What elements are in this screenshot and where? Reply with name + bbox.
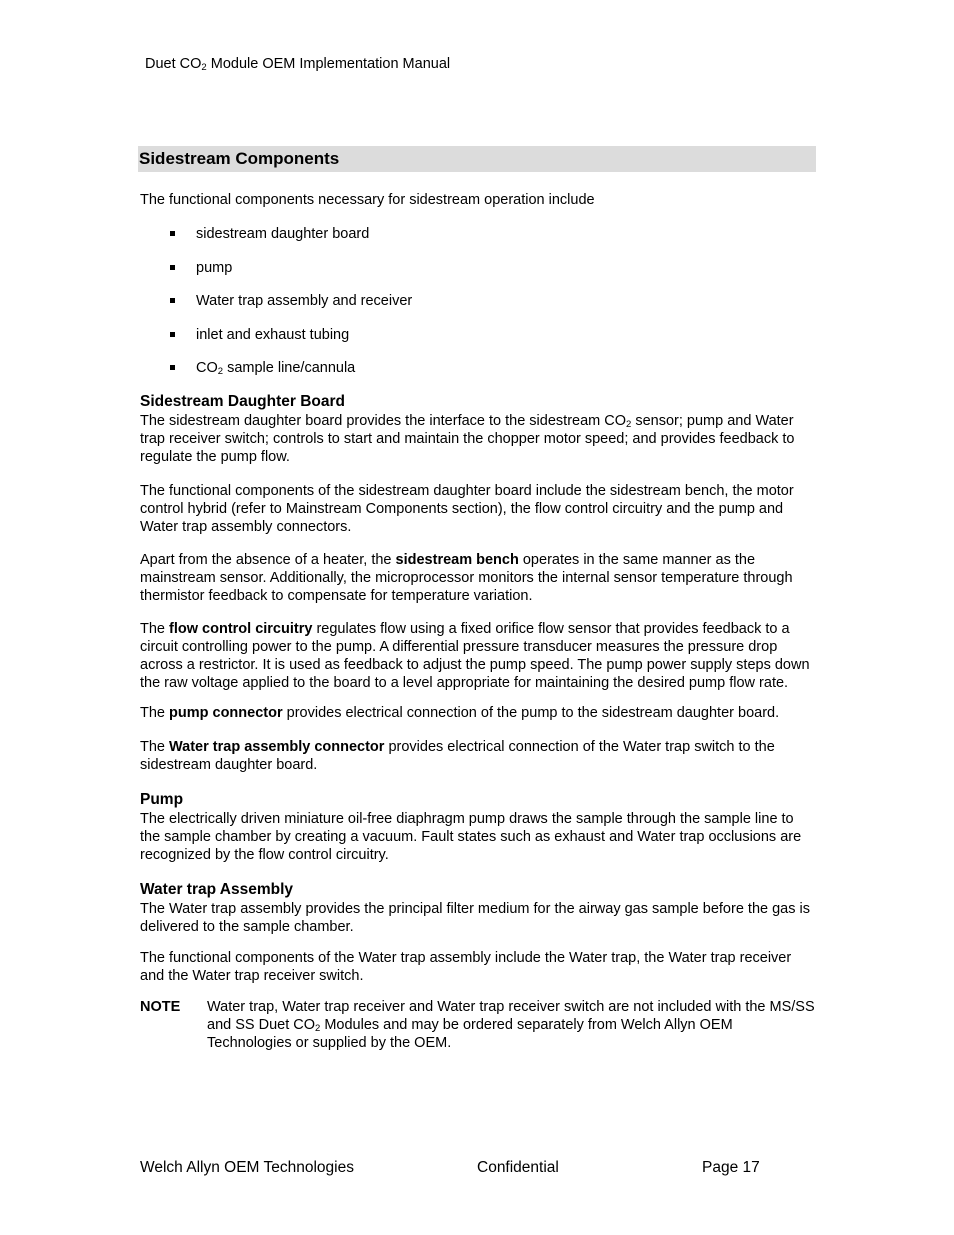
water-trap-heading: Water trap Assembly	[140, 881, 294, 899]
running-header-text: Duet CO	[145, 56, 202, 72]
water-trap-paragraph: The Water trap assembly provides the principal filter medium for the airway gas sample before the gas is delivered to the sample chamber.	[140, 901, 810, 936]
paragraph-text-end: operates in the same manner as the mainstream sensor. Additionally, the microprocessor monitors the internal sensor temperature through thermistor feedback to compensate for temperature variation.	[140, 552, 793, 605]
subscript-2: 2	[201, 62, 207, 73]
list-item: Water trap assembly and receiver	[140, 292, 816, 310]
paragraph-text: The	[140, 705, 170, 722]
pump-connector-paragraph	[140, 704, 816, 722]
subscript-2: 2	[217, 366, 224, 378]
water-trap-components-paragraph: The functional components of the Water trap assembly include the Water trap, the Water trap receiver and the Water trap receiver switch.	[140, 950, 792, 985]
daughter-board-heading: Sidestream Daughter Board	[140, 393, 345, 411]
footer-company: Welch Allyn OEM Technologies	[140, 1159, 354, 1176]
running-header	[145, 56, 450, 72]
paragraph-text-end: sensor; pump and Water trap receiver switch; controls to start and maintain the chopper motor speed; and provides feedback to regulate the pump flow.	[140, 413, 795, 466]
sidestream-bench-paragraph	[140, 551, 816, 605]
footer-confidential: Confidential	[477, 1159, 559, 1176]
note-label: NOTE	[140, 999, 181, 1016]
paragraph-text-end: regulates flow using a fixed orifice flow sensor that provides feedback to a circuit controlling power to the pump. A differential pressure transducer measures the pressure drop across a restrictor. It is used as feedback to adjust the pump speed. The pump power supply steps down the raw voltage applied to the board to a level appropriate for maintaining the desired pump flow rate.	[140, 621, 810, 692]
note-block	[140, 998, 816, 1052]
subscript-2: 2	[626, 419, 632, 431]
component-list	[140, 225, 816, 377]
note-text-end: Modules and may be ordered separately from Welch Allyn OEM Technologies or supplied by the OEM.	[207, 1017, 733, 1052]
running-header-text-end: Module OEM Implementation Manual	[206, 56, 451, 72]
subscript-2: 2	[315, 1023, 321, 1035]
note-text-start: Water trap, Water trap receiver and Water trap receiver switch are not included with the MS/SS and SS Duet CO	[207, 999, 815, 1034]
list-item	[140, 359, 816, 377]
footer-page-number: Page 17	[702, 1159, 760, 1176]
list-item-text: CO	[196, 360, 218, 377]
paragraph-text-end: provides electrical connection of the pump to the sidestream daughter board.	[282, 705, 780, 722]
bold-term: Water trap assembly connector	[169, 739, 385, 756]
daughter-board-components-paragraph: The functional components of the sidestream daughter board include the sidestream bench, the motor control hybrid (refer to Mainstream Components section), the flow control circuitry and the pump and Water trap assembly connectors.	[140, 483, 794, 536]
bold-term: sidestream bench	[395, 552, 519, 569]
paragraph-text: The sidestream daughter board provides the interface to the sidestream CO	[140, 413, 627, 430]
paragraph-text: Apart from the absence of a heater, the	[140, 552, 396, 569]
daughter-board-paragraph	[140, 412, 816, 466]
paragraph-text: The	[140, 739, 170, 756]
page-content	[140, 146, 816, 1052]
pump-heading: Pump	[140, 791, 184, 809]
section-title: Sidestream Components	[138, 146, 816, 172]
list-item: inlet and exhaust tubing	[140, 326, 816, 344]
list-item: pump	[140, 259, 816, 277]
bold-term: pump connector	[169, 705, 283, 722]
bold-term: flow control circuitry	[169, 621, 313, 638]
pump-paragraph: The electrically driven miniature oil-free diaphragm pump draws the sample through the sample line to the sample chamber by creating a vacuum. Fault states such as exhaust and Water trap occlusions are recognized by the flow control circuitry.	[140, 811, 802, 864]
intro-paragraph: The functional components necessary for sidestream operation include	[140, 192, 595, 208]
list-item-text-end: sample line/cannula	[223, 360, 356, 377]
paragraph-text-end: provides electrical connection of the Water trap switch to the sidestream daughter board.	[140, 739, 775, 774]
list-item: sidestream daughter board	[140, 225, 816, 243]
paragraph-text: The	[140, 621, 170, 638]
water-trap-connector-paragraph	[140, 738, 816, 774]
flow-control-paragraph	[140, 620, 816, 692]
note-text	[207, 998, 816, 1052]
